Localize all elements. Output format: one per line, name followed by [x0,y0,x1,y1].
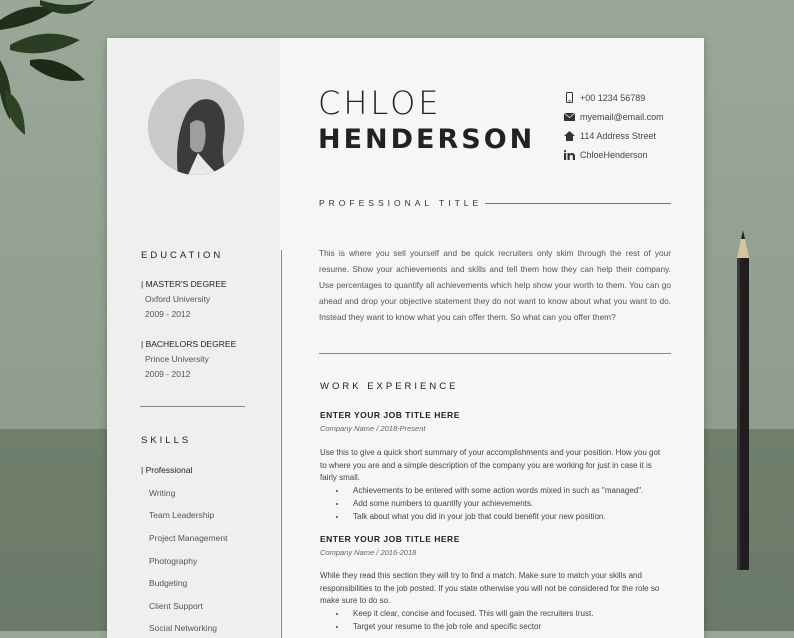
education-years-1: 2009 - 2012 [145,309,191,319]
linkedin-icon [562,150,576,160]
skills-group-label: | Professional [141,465,193,475]
job-company-1: Company Name / 2018-Present [320,424,426,433]
home-icon [562,131,576,141]
contact-linkedin-text: ChloeHenderson [580,149,648,160]
education-degree-1: | MASTER'S DEGREE [141,279,227,289]
contact-address [562,126,664,145]
education-heading: EDUCATION [141,250,224,261]
skill-item: Team Leadership [149,510,215,520]
contact-phone [562,88,664,107]
job-bullets-2 [329,607,593,633]
job-title-1: ENTER YOUR JOB TITLE HERE [320,410,460,420]
skill-item: Social Networking [149,623,218,633]
title-divider [485,203,671,204]
professional-title: PROFESSIONAL TITLE [319,198,483,208]
work-experience-heading: WORK EXPERIENCE [320,381,459,392]
job-description-2: While they read this section they will try to find a match. Make sure to match your skills and responsibilities to the job posted. If you state otherwise you will not be considered for the role so make sure to do so. [320,571,660,605]
profile-summary: This is where you sell yourself and be quick recruiters only skim through the rest of your resume. Show your achievements and skills and tell them how they can help their company. Use percentages to quantify all achievements which help show your worth to them. You can go ahead and drop your objective statement they do not want to know about what you want to do. Instead they want to know what you can offer them. So what can you offer them? [319,248,671,322]
last-name: HENDERSON [318,124,536,155]
contact-block [562,88,664,164]
education-school-2: Prince University [145,354,209,364]
contact-linkedin [562,145,664,164]
job-title-2: ENTER YOUR JOB TITLE HERE [320,534,460,544]
summary-divider [319,353,671,354]
plant-leaves-decoration [0,0,110,140]
job-bullets-1 [329,484,643,523]
pencil-decoration [728,230,758,590]
skill-item: Photography [149,556,198,566]
list-item: • Talk about what you did in your job that could benefit your new position. [347,510,643,523]
list-item: • Add some numbers to quantify your achievements. [347,497,643,510]
mail-icon [562,113,576,121]
education-degree-2: | BACHELORS DEGREE [141,339,237,349]
job-company-2: Company Name / 2016-2018 [320,548,417,557]
skills-heading: SKILLS [141,435,192,446]
list-item: • Keep it clear, concise and focused. This will gain the recruiters trust. [347,607,593,620]
skill-item: Client Support [149,601,203,611]
contact-address-text: 114 Address Street [580,130,656,141]
column-divider [281,250,282,638]
job-description-1: Use this to give a quick short summary of your accomplishments and your position. How you got to where you are and a simple description of the company you are working for just in case it is fairly small. [320,448,661,482]
phone-icon [562,92,576,103]
first-name: CHLOE [318,84,442,122]
skill-item: Writing [149,488,176,498]
list-item: • Target your resume to the job role and specific sector [347,620,593,633]
resume-page [107,38,704,638]
education-school-1: Oxford University [145,294,211,304]
contact-email-text: myemail@email.com [580,111,664,122]
profile-photo [148,79,244,175]
skill-item: Budgeting [149,578,188,588]
contact-phone-text: +00 1234 56789 [580,92,646,103]
skill-item: Project Management [149,533,228,543]
contact-email [562,107,664,126]
list-item: • Achievements to be entered with some action words mixed in such as "managed". [347,484,643,497]
sidebar-divider [140,406,245,407]
education-years-2: 2009 - 2012 [145,369,191,379]
